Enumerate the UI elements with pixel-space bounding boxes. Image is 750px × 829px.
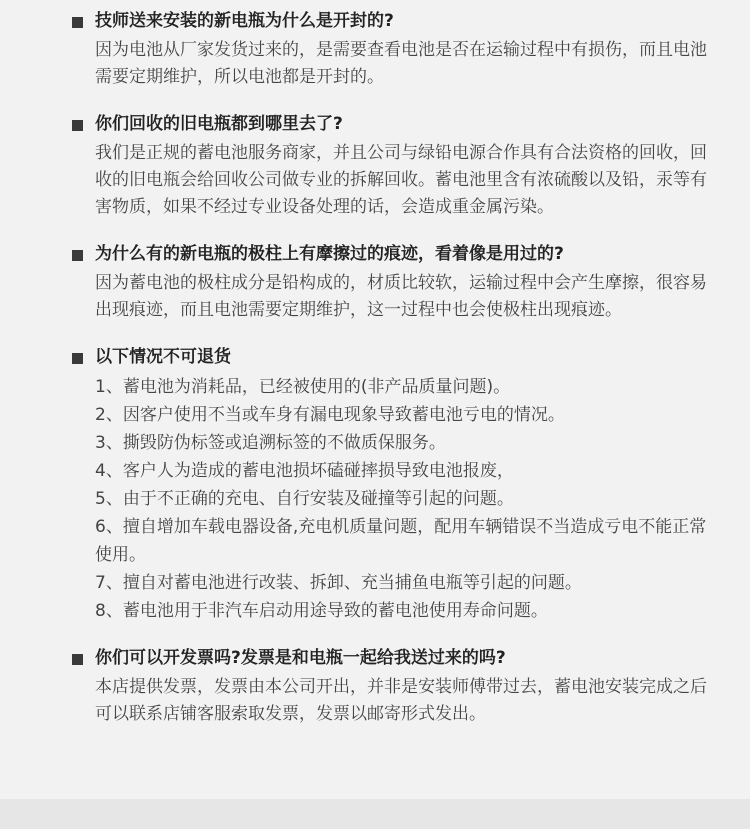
list-item: 8、蓄电池用于非汽车启动用途导致的蓄电池使用寿命问题。 [95,601,548,621]
list-item: 4、客户人为造成的蓄电池损坏磕碰摔损导致电池报废， [95,461,514,481]
list-item: 3、撕毁防伪标签或追溯标签的不做质保服务。 [95,433,446,453]
faq-item-old-battery-recycling [0,112,750,221]
square-bullet-icon [72,17,83,28]
no-return-section [0,345,750,625]
faq-question: 你们可以开发票吗?发票是和电瓶一起给我送过来的吗? [95,648,506,668]
faq-item-terminal-marks [0,242,750,324]
faq-answer: 我们是正规的蓄电池服务商家，并且公司与绿铅电源合作具有合法资格的回收，回收的旧电瓶会给回收公司做专业的拆解回收。蓄电池里含有浓硫酸以及铅，汞等有害物质，如果不经过专业设备处理的话，会造成重金属污染。 [95,143,707,217]
faq-question: 为什么有的新电瓶的极柱上有摩擦过的痕迹，看着像是用过的? [95,244,564,264]
faq-item-invoice [0,646,750,728]
faq-question: 你们回收的旧电瓶都到哪里去了? [95,114,343,134]
faq-answer: 因为蓄电池的极柱成分是铅构成的，材质比较软，运输过程中会产生摩擦，很容易出现痕迹，而且电池需要定期维护，这一过程中也会使极柱出现痕迹。 [95,273,707,320]
list-item: 5、由于不正确的充电、自行安装及碰撞等引起的问题。 [95,489,514,509]
no-return-list [95,373,710,625]
faq-question: 技师送来安装的新电瓶为什么是开封的? [95,11,394,31]
faq-answer: 因为电池从厂家发货过来的，是需要查看电池是否在运输过程中有损伤，而且电池需要定期维护，所以电池都是开封的。 [95,40,707,87]
square-bullet-icon [72,654,83,665]
bottom-strip [0,799,750,829]
list-item: 6、擅自增加车载电器设备,充电机质量问题，配用车辆错误不当造成亏电不能正常使用。 [95,517,707,565]
no-return-title: 以下情况不可退货 [95,347,231,367]
list-item: 2、因客户使用不当或车身有漏电现象导致蓄电池亏电的情况。 [95,405,565,425]
faq-item-opened-battery [0,9,750,91]
list-item: 7、擅自对蓄电池进行改装、拆卸、充当捕鱼电瓶等引起的问题。 [95,573,582,593]
square-bullet-icon [72,353,83,364]
square-bullet-icon [72,250,83,261]
square-bullet-icon [72,120,83,131]
list-item: 1、蓄电池为消耗品，已经被使用的(非产品质量问题)。 [95,377,511,397]
faq-answer: 本店提供发票，发票由本公司开出，并非是安装师傅带过去，蓄电池安装完成之后可以联系店铺客服索取发票，发票以邮寄形式发出。 [95,677,707,724]
